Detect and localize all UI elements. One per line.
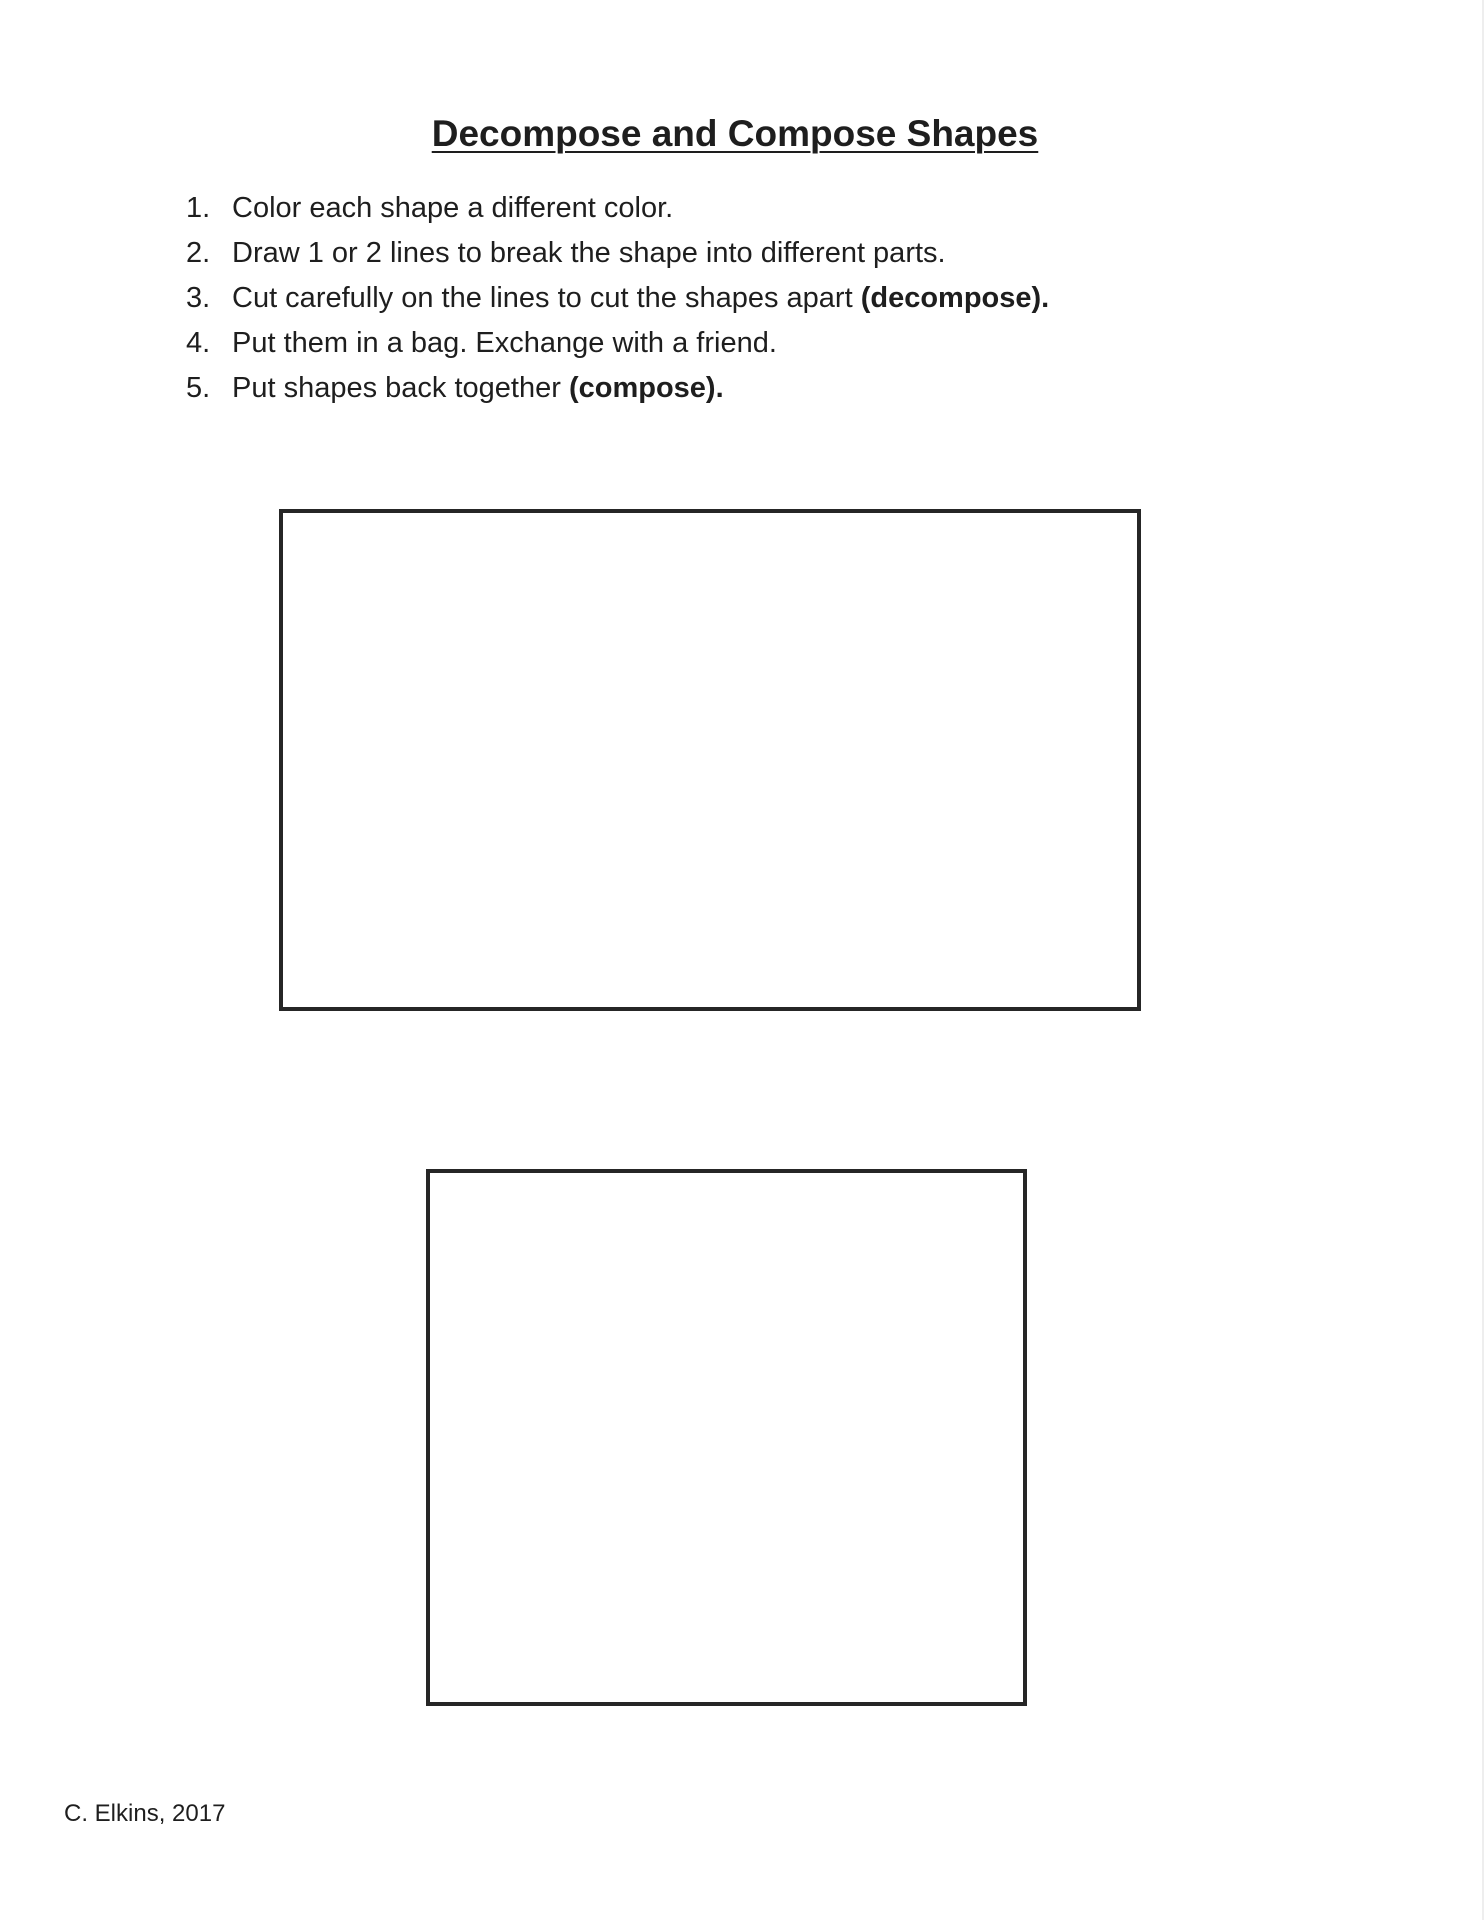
instruction-number: 4. (186, 327, 211, 359)
instructions-list (186, 186, 1049, 411)
page-title: Decompose and Compose Shapes (431, 113, 1039, 154)
instruction-item (186, 231, 1049, 276)
instruction-number: 2. (186, 237, 211, 269)
author-credit: C. Elkins, 2017 (64, 1800, 226, 1827)
instruction-bold-term: (compose). (568, 372, 724, 404)
instruction-item (186, 321, 1049, 366)
instruction-bold-term: (decompose). (860, 282, 1050, 314)
rectangle-shape (279, 509, 1141, 1011)
instruction-number: 3. (186, 282, 211, 314)
instruction-text: Put them in a bag. Exchange with a friend. (232, 327, 777, 359)
instruction-text: Color each shape a different color. (232, 192, 674, 224)
instruction-text: Draw 1 or 2 lines to break the shape into different parts. (232, 237, 946, 269)
instruction-number: 5. (186, 372, 211, 404)
instruction-item (186, 366, 1049, 411)
instruction-text: Cut carefully on the lines to cut the shapes apart (decompose). (232, 282, 1050, 314)
instruction-item (186, 276, 1049, 321)
square-shape (426, 1169, 1027, 1706)
instruction-number: 1. (186, 192, 211, 224)
instruction-text: Put shapes back together (compose). (232, 372, 724, 404)
instruction-item (186, 186, 1049, 231)
